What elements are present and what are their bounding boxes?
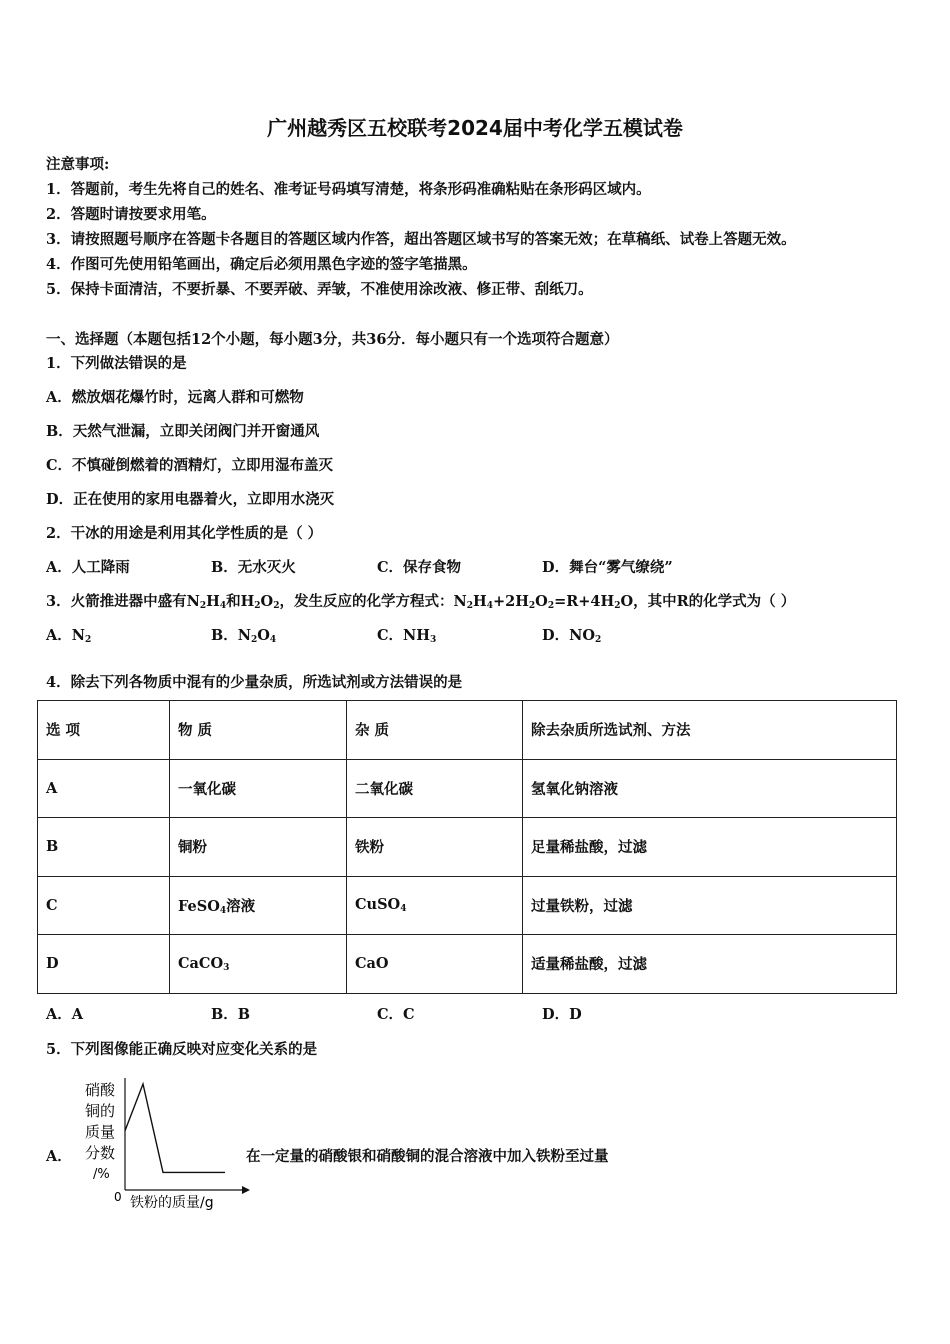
- table-row: [38, 759, 897, 818]
- q2-option-b: B．无水灭火: [211, 559, 296, 576]
- notice-item: 4．作图可先使用铅笔画出，确定后必须用黑色字迹的签字笔描黑。: [46, 256, 477, 273]
- table-cell: FeSO$_4$溶液: [170, 876, 347, 935]
- notice-heading: 注意事项:: [46, 156, 110, 173]
- y-label-line: 硝酸: [85, 1081, 116, 1099]
- notice-item: 3．请按照题号顺序在答题卡各题目的答题区域内作答，超出答题区域书写的答案无效；在草稿纸、试卷上答题无效。: [46, 231, 796, 248]
- q2-stem: 2．干冰的用途是利用其化学性质的是（ ）: [46, 525, 323, 542]
- q1-option-c: C．不慎碰倒燃着的酒精灯，立即用湿布盖灭: [46, 457, 334, 474]
- table-cell: 一氧化碳: [170, 759, 347, 818]
- section-heading: 一、选择题（本题包括12个小题，每小题3分，共36分．每小题只有一个选项符合题意）: [46, 331, 619, 348]
- y-label-line: 质量: [85, 1123, 116, 1141]
- q3-stem: 3．火箭推进器中盛有$N_2H_4$和$H_2O_2$，发生反应的化学方程式：$N_2H_4+2H_2O_2=R+4H_2O$，其中R的化学式为（ ）: [46, 593, 796, 611]
- table-cell: 氢氧化钠溶液: [523, 759, 897, 818]
- table-cell: CaCO$_3$: [170, 935, 347, 994]
- q1-option-d: D．正在使用的家用电器着火，立即用水浇灭: [46, 491, 335, 508]
- q2-option-a: A．人工降雨: [46, 559, 130, 576]
- table-cell: 铜粉: [170, 818, 347, 877]
- table-cell: 铁粉: [347, 818, 523, 877]
- table-row: [38, 935, 897, 994]
- q1-option-a: A．燃放烟花爆竹时，远离人群和可燃物: [46, 389, 304, 406]
- table-header: 杂 质: [347, 701, 523, 760]
- q1-option-b: B．天然气泄漏，立即关闭阀门并开窗通风: [46, 423, 320, 440]
- q4-option-c: C．C: [377, 1006, 415, 1023]
- q1-stem: 1．下列做法错误的是: [46, 355, 187, 372]
- q4-stem: 4．除去下列各物质中混有的少量杂质，所选试剂或方法错误的是: [46, 674, 463, 691]
- y-label-line: 分数: [85, 1144, 116, 1162]
- q4-option-b: B．B: [211, 1006, 251, 1023]
- table-cell: B: [38, 818, 170, 877]
- table-cell: 过量铁粉，过滤: [523, 876, 897, 935]
- q4-option-a: A．A: [46, 1006, 84, 1023]
- table-cell: 二氧化碳: [347, 759, 523, 818]
- q4-table: [37, 700, 897, 994]
- table-cell: D: [38, 935, 170, 994]
- q2-option-c: C．保存食物: [377, 559, 462, 576]
- table-row: [38, 876, 897, 935]
- x-axis-arrow: [242, 1186, 250, 1194]
- q3-option-c: C．$NH_3$: [377, 627, 437, 645]
- q5-stem: 5．下列图像能正确反映对应变化关系的是: [46, 1041, 318, 1058]
- table-cell: CaO: [347, 935, 523, 994]
- q5-option-text: 在一定量的硝酸银和硝酸铜的混合溶液中加入铁粉至过量: [246, 1148, 609, 1165]
- q2-option-d: D．舞台“雾气缭绕”: [542, 559, 673, 576]
- q5-option-label: A．: [46, 1148, 72, 1165]
- x-axis-label: 铁粉的质量/g: [130, 1195, 214, 1211]
- q5-chart: [80, 1070, 260, 1220]
- notice-item: 1．答题前，考生先将自己的姓名、准考证号码填写清楚，将条形码准确粘贴在条形码区域内。: [46, 181, 651, 198]
- table-cell: C: [38, 876, 170, 935]
- y-label-line: /%: [93, 1167, 110, 1182]
- table-cell: 足量稀盐酸，过滤: [523, 818, 897, 877]
- table-header: 除去杂质所选试剂、方法: [523, 701, 897, 760]
- table-cell: CuSO$_4$: [347, 876, 523, 935]
- q3-option-a: A．$N_2$: [46, 627, 92, 645]
- q3-option-b: B．$N_2O_4$: [211, 627, 277, 645]
- page-title: 广州越秀区五校联考2024届中考化学五模试卷: [267, 116, 683, 140]
- y-label-line: 铜的: [85, 1102, 116, 1120]
- table-header: 物 质: [170, 701, 347, 760]
- table-header-row: [38, 701, 897, 760]
- table-cell: 适量稀盐酸，过滤: [523, 935, 897, 994]
- table-header: 选 项: [38, 701, 170, 760]
- table-cell: A: [38, 759, 170, 818]
- notice-item: 2．答题时请按要求用笔。: [46, 206, 216, 223]
- notice-item: 5．保持卡面清洁，不要折暴、不要弄破、弄皱，不准使用涂改液、修正带、刮纸刀。: [46, 281, 593, 298]
- q4-option-d: D．D: [542, 1006, 582, 1023]
- origin-label: 0: [114, 1190, 122, 1204]
- series-line: [125, 1084, 225, 1172]
- table-row: [38, 818, 897, 877]
- q3-option-d: D．$NO_2$: [542, 627, 602, 645]
